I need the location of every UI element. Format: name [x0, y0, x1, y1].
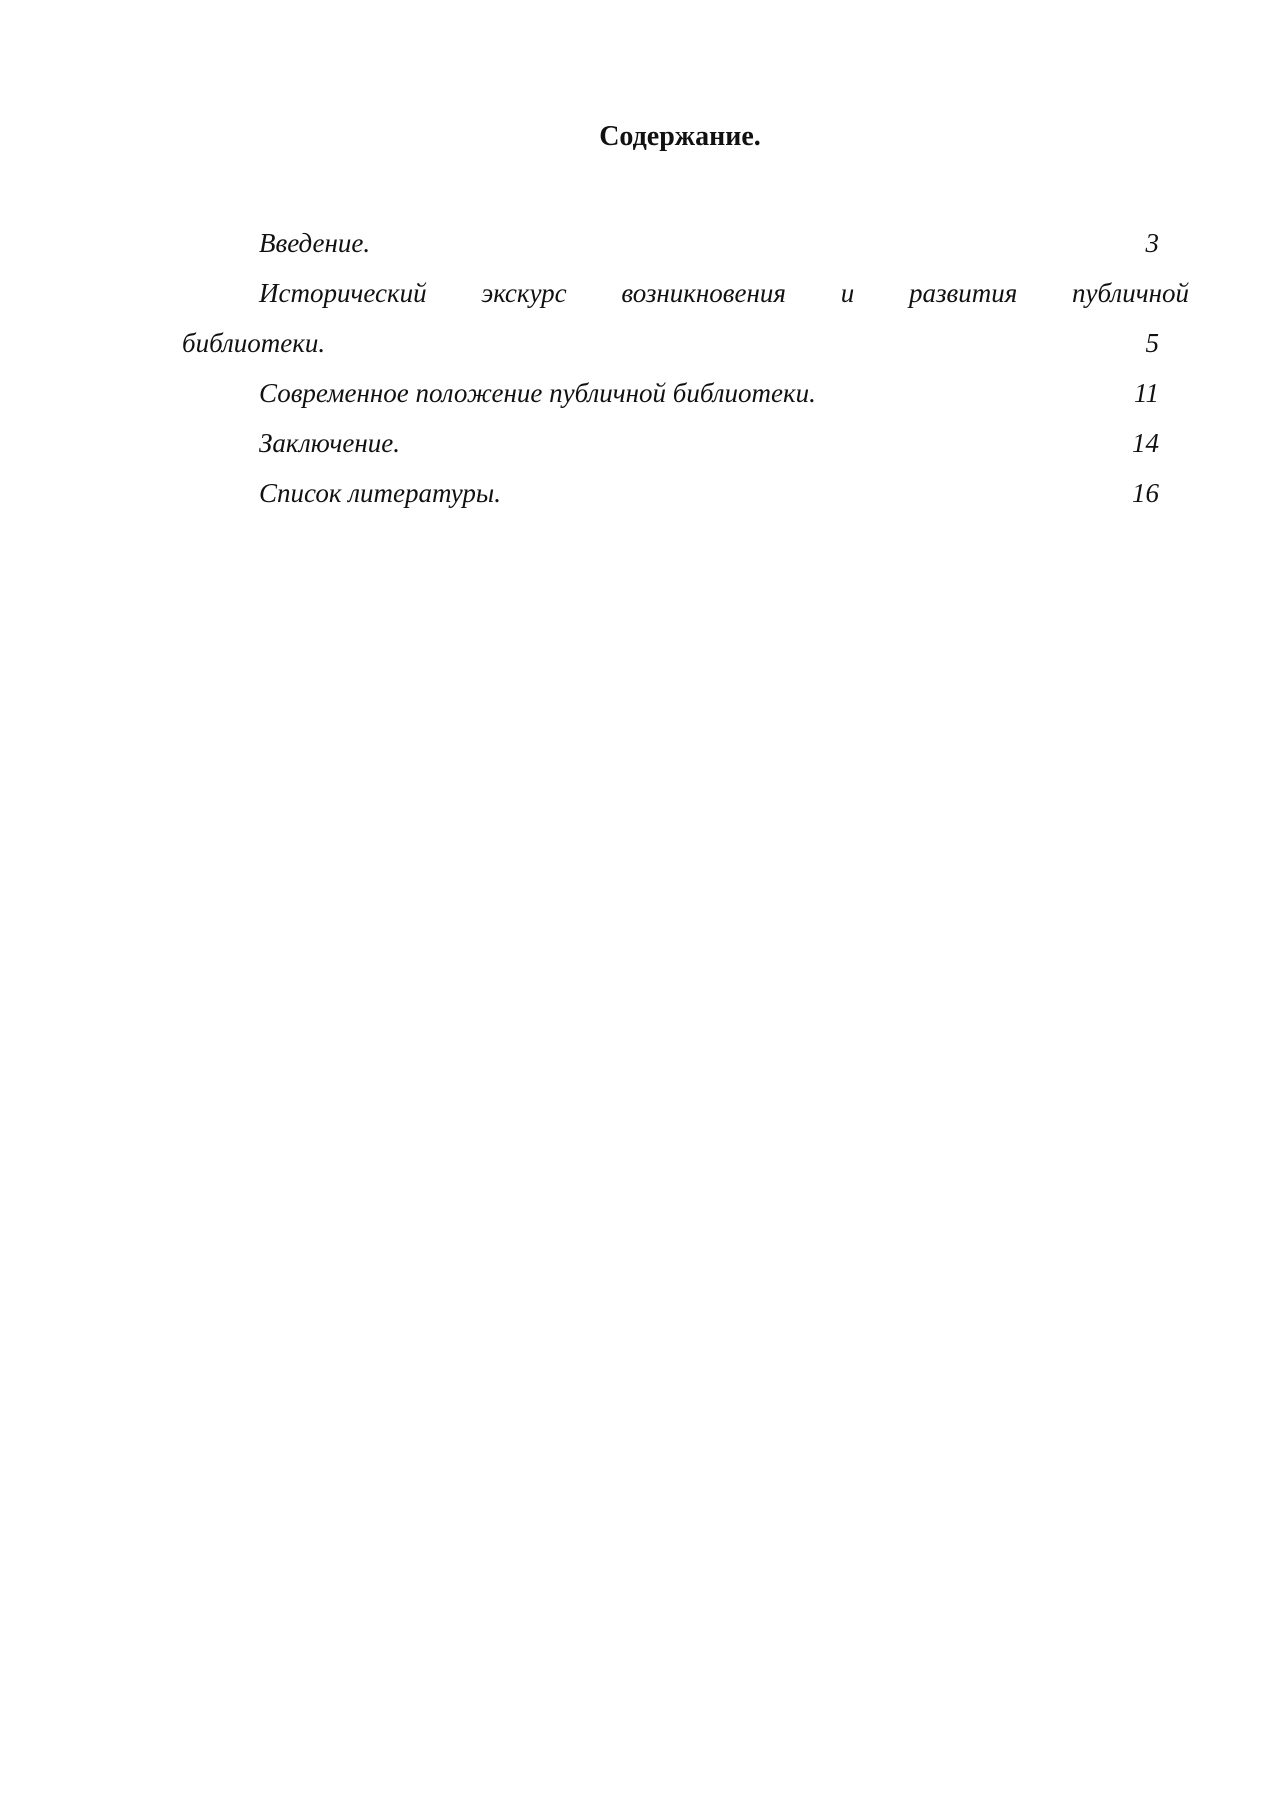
page-title: Содержание. — [599, 121, 761, 152]
toc-entry-word: Исторический — [259, 278, 427, 308]
toc-entry-conclusion — [182, 418, 1189, 468]
toc-entry-word: развития — [908, 278, 1018, 308]
toc-entry-history-line2 — [182, 318, 1189, 368]
toc-entry-label: Введение. — [259, 228, 371, 258]
toc-entry-label: Заключение. — [259, 428, 400, 458]
toc-entry-label: Список литературы. — [259, 478, 501, 508]
toc-entry-page-number: 16 — [1132, 478, 1159, 508]
toc-entry-word: возникновения — [621, 278, 786, 308]
toc-entry-introduction — [182, 218, 1189, 268]
toc-entry-label: библиотеки. — [182, 328, 326, 358]
toc-entry-page-number: 5 — [1145, 328, 1159, 358]
toc-entry-history-line1 — [182, 268, 1189, 318]
toc-entry-references — [182, 468, 1189, 518]
toc-entry-word: публичной — [1072, 278, 1189, 308]
toc-entry-word: и — [840, 278, 855, 308]
toc-entry-page-number: 14 — [1132, 428, 1159, 458]
toc-entry-label: Современное положение публичной библиотеки. — [259, 378, 816, 408]
table-of-contents — [182, 218, 1189, 518]
toc-entry-word: экскурс — [481, 278, 567, 308]
toc-entry-page-number: 3 — [1145, 228, 1159, 258]
toc-entry-modern-state — [182, 368, 1189, 418]
toc-entry-page-number: 11 — [1134, 378, 1159, 408]
